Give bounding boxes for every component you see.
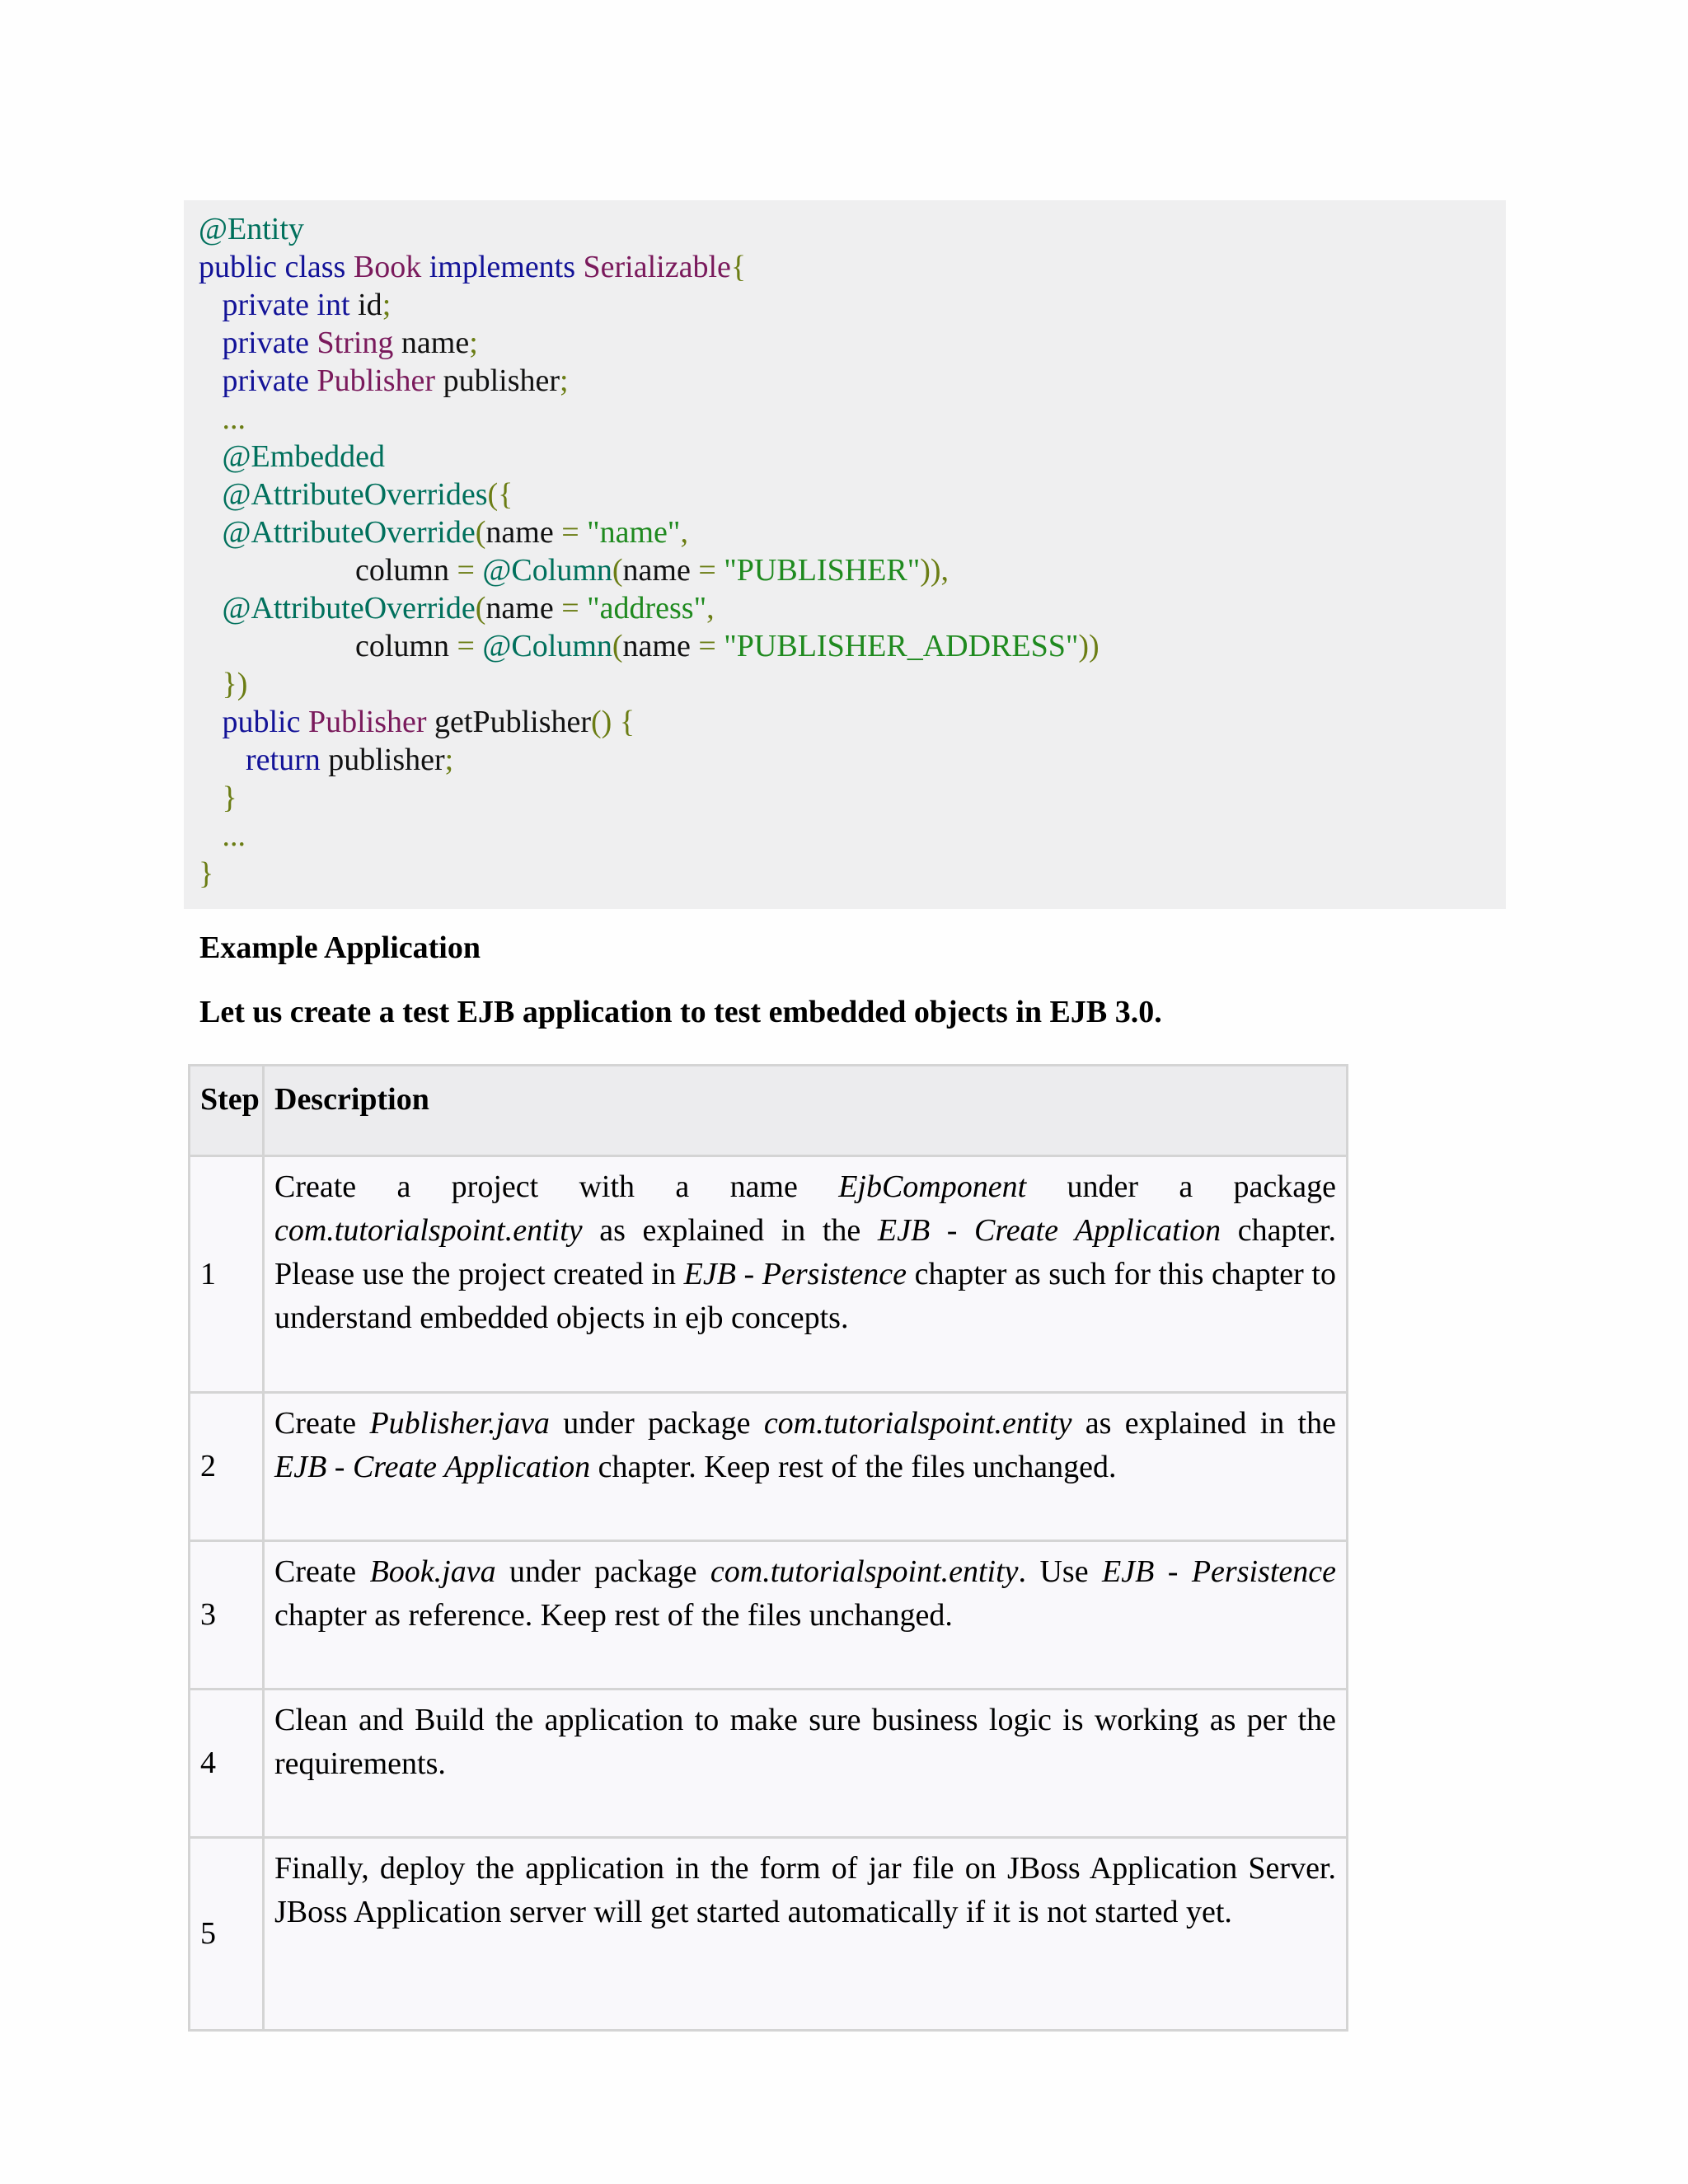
code-line [199,324,1100,362]
step-number: 1 [190,1156,264,1393]
code-line [199,589,1100,627]
code-token: public [222,705,308,739]
description-text: Create a project with a name [274,1169,839,1204]
section-heading: Example Application [199,930,481,965]
code-token: ; [469,326,478,360]
code-token: Publisher [316,363,436,398]
step-number: 2 [190,1393,264,1541]
code-token: ... [222,401,246,436]
code-token: name [485,515,562,550]
section-subheading: Let us create a test EJB application to test embedded objects in EJB 3.0. [199,995,1162,1029]
emphasis-text: com.tutorialspoint.entity [710,1554,1019,1589]
code-line [199,741,1100,779]
code-token: , [706,591,715,626]
emphasis-text: Book.java [369,1554,496,1589]
code-token: ; [560,363,569,398]
code-token: name [622,629,699,663]
emphasis-text: com.tutorialspoint.entity [274,1213,583,1248]
code-token: id [358,288,382,322]
code-token: private [222,326,317,360]
code-line [199,817,1100,855]
code-token [199,363,223,398]
step-description [264,1541,1348,1690]
code-token: @AttributeOverride [222,515,476,550]
code-token: implements [421,250,584,284]
code-line [199,665,1100,703]
description-text: chapter as reference. Keep rest of the files unchanged. [274,1598,953,1633]
code-line [199,476,1100,513]
code-token: = [457,553,483,588]
emphasis-text: com.tutorialspoint.entity [763,1406,1072,1441]
code-token: public class [199,250,354,284]
code-token: Book [353,250,422,284]
code-token: ... [222,818,246,853]
code-token: @Entity [199,212,304,246]
description-text: Create [274,1554,370,1589]
code-line [199,627,1100,665]
code-token: getPublisher [426,705,592,739]
code-token [199,743,246,777]
code-token: "name" [587,515,681,550]
code-token: , [680,515,688,550]
step-description [264,1393,1348,1541]
code-token [199,477,223,512]
code-token: } [222,780,237,815]
code-token: @Embedded [222,439,385,474]
table-header-row [190,1066,1348,1156]
code-line [199,248,1100,286]
step-description [264,1156,1348,1393]
description-text: under a package [1026,1169,1336,1204]
description-text: Clean and Build the application to make sure business logic is working as per the requirements. [274,1703,1336,1781]
code-lines [199,210,1100,893]
code-token [199,515,223,550]
emphasis-text: Publisher.java [369,1406,550,1441]
code-line [199,210,1100,248]
emphasis-text: EJB - Persistence [683,1257,907,1291]
description-text: as explained in the [582,1213,878,1248]
code-token: } [199,856,214,891]
code-token: ( [475,515,486,550]
step-description [264,1838,1348,2031]
code-token: Publisher [307,705,427,739]
code-line [199,703,1100,741]
code-token: String [316,326,394,360]
code-token: = [698,553,724,588]
code-token [199,667,223,701]
table-row [190,1690,1348,1838]
code-token: , [940,553,950,588]
code-token: @AttributeOverride [222,591,476,626]
code-line [199,362,1100,400]
emphasis-text: EJB - Create Application [877,1213,1221,1248]
code-token: = [457,629,483,663]
code-line [199,513,1100,551]
code-token [199,401,223,436]
code-token: return [246,743,329,777]
code-line [199,438,1100,476]
emphasis-text: EJB - Persistence [1102,1554,1336,1589]
code-line [199,855,1100,893]
code-token: )) [1078,629,1100,663]
step-number: 5 [190,1838,264,2031]
code-token: )) [920,553,941,588]
code-line [199,779,1100,817]
description-text: chapter. Please use the project created in [274,1213,1336,1291]
code-token: publisher [328,743,445,777]
code-token: ; [444,743,454,777]
description-text: as explained in the [1071,1406,1336,1441]
code-token: ( [612,553,623,588]
header-step: Step [190,1066,264,1156]
code-token: @Column [482,553,612,588]
code-token: publisher [435,363,560,398]
code-token [199,705,223,739]
code-token: () { [591,705,635,739]
code-token: = [561,591,588,626]
description-text: Finally, deploy the application in the form of jar file on JBoss Application Server. JBoss Application server will get started automatically if it is not started yet. [274,1851,1336,1929]
description-text: chapter as such for this chapter to understand embedded objects in ejb concepts. [274,1257,1336,1335]
code-line [199,551,1100,589]
step-description [264,1690,1348,1838]
code-token: "PUBLISHER_ADDRESS" [724,629,1079,663]
code-token [199,591,223,626]
code-token: }) [222,667,248,701]
code-token: private [222,363,317,398]
step-number: 4 [190,1690,264,1838]
code-token [199,288,223,322]
table-row [190,1541,1348,1690]
code-token: Serializable [583,250,731,284]
table-row [190,1393,1348,1541]
code-token: { [730,250,747,284]
code-token [199,439,223,474]
code-token: @AttributeOverrides [222,477,488,512]
steps-table [188,1064,1348,2032]
code-token: @Column [482,629,612,663]
code-token: column [199,553,457,588]
code-block [184,200,1506,909]
description-text: under package [495,1554,710,1589]
code-token [199,818,223,853]
code-token: column [199,629,457,663]
code-token: name [485,591,562,626]
table-row [190,1156,1348,1393]
code-token: name [393,326,470,360]
code-token [199,326,223,360]
code-token: private int [222,288,359,322]
description-text: chapter. Keep rest of the files unchanged. [590,1450,1117,1484]
code-token: ( [475,591,486,626]
description-text: . Use [1018,1554,1103,1589]
code-token: ({ [487,477,513,512]
code-token: name [622,553,699,588]
code-token: "PUBLISHER" [724,553,921,588]
description-text: under package [549,1406,764,1441]
emphasis-text: EJB - Create Application [274,1450,591,1484]
description-text: Create [274,1406,370,1441]
code-token: ; [382,288,392,322]
code-line [199,286,1100,324]
code-token [199,780,223,815]
code-token: = [561,515,588,550]
code-line [199,400,1100,438]
code-token: "address" [587,591,707,626]
step-number: 3 [190,1541,264,1690]
table-row [190,1838,1348,2031]
code-token: ( [612,629,623,663]
code-token: = [698,629,724,663]
emphasis-text: EjbComponent [838,1169,1027,1204]
header-description: Description [264,1066,1348,1156]
